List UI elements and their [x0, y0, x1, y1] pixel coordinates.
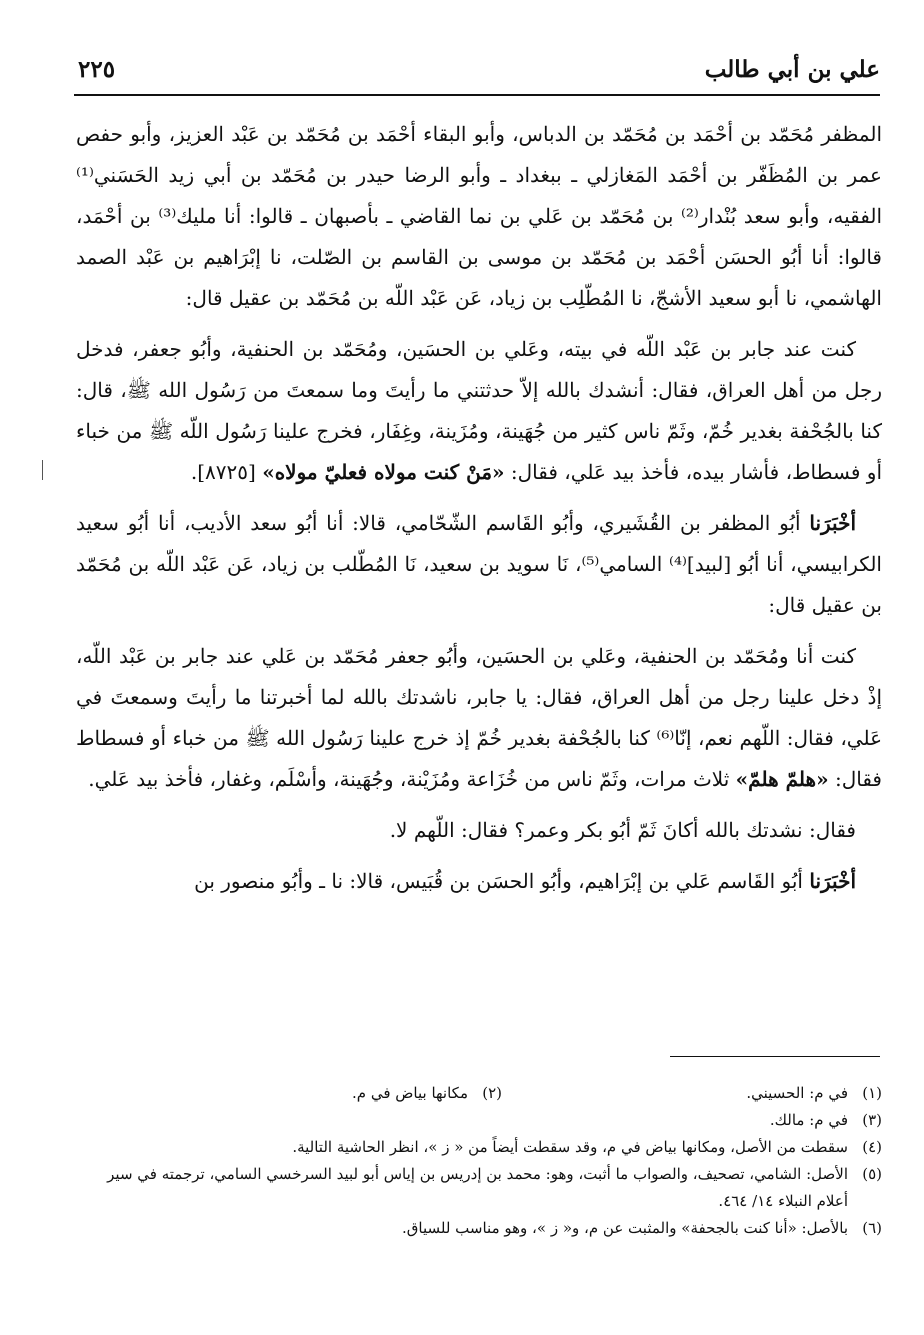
- footnote-2: [122, 1080, 502, 1107]
- footnote-5: [76, 1161, 882, 1215]
- footnote-4: [76, 1134, 882, 1161]
- footnote-separator: [670, 1056, 880, 1057]
- akhbarana-keyword: أخْبَرَنا: [809, 511, 857, 535]
- hadith-quote: «مَنْ كنت مولاه فعليّ مولاه»: [262, 460, 505, 484]
- footnote-number: (٦): [862, 1219, 882, 1237]
- footnote-number: (١): [862, 1084, 882, 1102]
- paragraph-narration-1: كنت عند جابر بن عَبْد اللّه في بيته، وعَلي بن الحسَين، ومُحَمّد بن الحنفية، وأبُو جعفر، فدخل رجل من أهل العراق، فقال: أنشدك بالله إلاّ حدثتني ما رأيتَ وما سمعتَ من رَسُول الله ﷺ، قال: كنا بالجُحْفة بغدير خُمّ، وثَمّ ناس كثير من جُهَينة، ومُزَينة، وغِفَار، فخرج علينا رَسُول اللّه ﷺ من خباء أو فسطاط، فأشار بيده، فأخذ بيد عَلي، فقال: «مَنْ كنت مولاه فعليّ مولاه» [٨٧٢٥].: [76, 337, 882, 484]
- footnote-number: (٣): [862, 1111, 882, 1129]
- footnote-text: في م: مالك.: [769, 1111, 848, 1129]
- narration-text: كنت عند جابر بن عَبْد اللّه في بيته، وعَلي بن الحسَين، ومُحَمّد بن الحنفية، وأبُو جعفر، فدخل رجل من أهل العراق، فقال: أنشدك بالله إلاّ حدثتني ما رأيتَ وما سمعتَ من رَسُول الله ﷺ، قال: كنا بالجُحْفة بغدير خُمّ، وثَمّ ناس كثير من جُهَينة، ومُزَينة، وغِفَار، فخرج علينا رَسُول اللّه ﷺ من خباء أو فسطاط، فأشار بيده، فأخذ بيد عَلي، فقال:: [76, 337, 882, 484]
- quote-halumma: «هلمّ هلمّ»: [735, 767, 829, 791]
- footnote-text: في م: الحسيني.: [746, 1084, 848, 1102]
- footnote-number: (٥): [862, 1165, 882, 1183]
- footnote-text: مكانها بياض في م.: [352, 1084, 468, 1102]
- akhbarana-keyword: أخْبَرَنا: [809, 869, 856, 893]
- margin-mark: [42, 460, 43, 480]
- footnote-row: [76, 1080, 882, 1107]
- paragraph-isnad-1: المظفر مُحَمّد بن أحْمَد بن مُحَمّد بن الدباس، وأبو البقاء أحْمَد بن مُحَمّد بن عَبْد العزيز، وأبو حفص عمر بن المُظَفّر بن أحْمَد المَغازلي ـ ببغداد ـ وأبو الرضا حيدر بن مُحَمّد بن أبي زيد الحَسَني⁽¹⁾ الفقيه، وأبو سعد بُنْدار⁽²⁾ بن مُحَمّد بن عَلي بن نما القاضي ـ بأصبهان ـ قالوا: أنا مليك⁽³⁾ بن أحْمَد، قالوا: أنا أبُو الحسَن أحْمَد بن مُحَمّد بن موسى بن القاسم بن الصّلت، نا إبْرَاهيم بن عَبْد الصمد الهاشمي، نا أبو سعيد الأشجّ، نا المُطّلِب بن زياد، عَن عَبْد اللّه بن مُحَمّد بن عقيل قال:: [76, 122, 882, 310]
- paragraph-isnad-3: [76, 861, 882, 902]
- paragraph-question: فقال: نشدتك بالله أكانَ ثَمّ أبُو بكر وعمر؟ فقال: اللّهم لا.: [389, 818, 856, 842]
- page-number: ٢٢٥: [78, 56, 116, 83]
- narration-text: كنت أنا ومُحَمّد بن الحنفية، وعَلي بن الحسَين، وأبُو جعفر مُحَمّد بن عَلي عند جابر بن عَبْد اللّه، إذْ دخل علينا رجل من أهل العراق، فقال: يا جابر، ناشدتك بالله لما أخبرتنا ما رأيتَ وسمعتَ في عَلي، فقال: اللّهم نعم، إنّا⁽⁶⁾ كنا بالجُحْفة بغدير خُمّ إذ خرج علينا رَسُول الله ﷺ من خباء أو فسطاط فقال:: [76, 644, 883, 791]
- hadith-number: [٨٧٢٥]: [197, 460, 256, 484]
- footnotes: [76, 1080, 882, 1242]
- isnad-text: أبُو المظفر بن القُشَيري، وأبُو القَاسم الشّحّامي، قالا: أنا أبُو سعد الأديب، أنا أبُو سعيد الكرابيسي، أنا أبُو [لبيد]⁽⁴⁾ السامي⁽⁵⁾، نَا سويد بن سعيد، نَا المُطّلب بن زياد، عَن عَبْد اللّه بن مُحَمّد بن عقيل قال:: [76, 511, 882, 617]
- running-title: علي بن أبي طالب: [704, 56, 880, 83]
- paragraph-isnad-2: [76, 503, 882, 626]
- footnote-text: سقطت من الأصل، ومكانها بياض في م، وقد سقطت أيضاً من « ز »، انظر الحاشية التالية.: [292, 1138, 848, 1156]
- running-header: [74, 54, 880, 96]
- footnote-3: [76, 1107, 882, 1134]
- main-text: [76, 114, 882, 912]
- paragraph-narration-2: [76, 636, 882, 800]
- footnote-1: [502, 1080, 882, 1107]
- isnad-text: أبُو القَاسم عَلي بن إبْرَاهيم، وأبُو الحسَن بن قُبَيس، قالا: نا ـ وأبُو منصور بن: [194, 869, 803, 893]
- footnote-6: [76, 1215, 882, 1242]
- footnote-number: (٢): [482, 1084, 502, 1102]
- footnote-number: (٤): [862, 1138, 882, 1156]
- footnote-text: الأصل: الشامي، تصحيف، والصواب ما أثبت، وهو: محمد بن إدريس بن إياس أبو لبيد السرخسي السامي، ترجمته في سير أعلام النبلاء ١٤/ ٤٦٤.: [107, 1165, 848, 1210]
- footnote-text: بالأصل: «أنا كنت بالجحفة» والمثبت عن م، و« ز »، وهو مناسب للسياق.: [401, 1219, 848, 1237]
- narration-text-cont: ثلاث مرات، وثَمّ ناس من خُزَاعة ومُزَيْنة، وجُهَينة، وأسْلَم، وغفار، فأخذ بيد عَلي.: [88, 767, 730, 791]
